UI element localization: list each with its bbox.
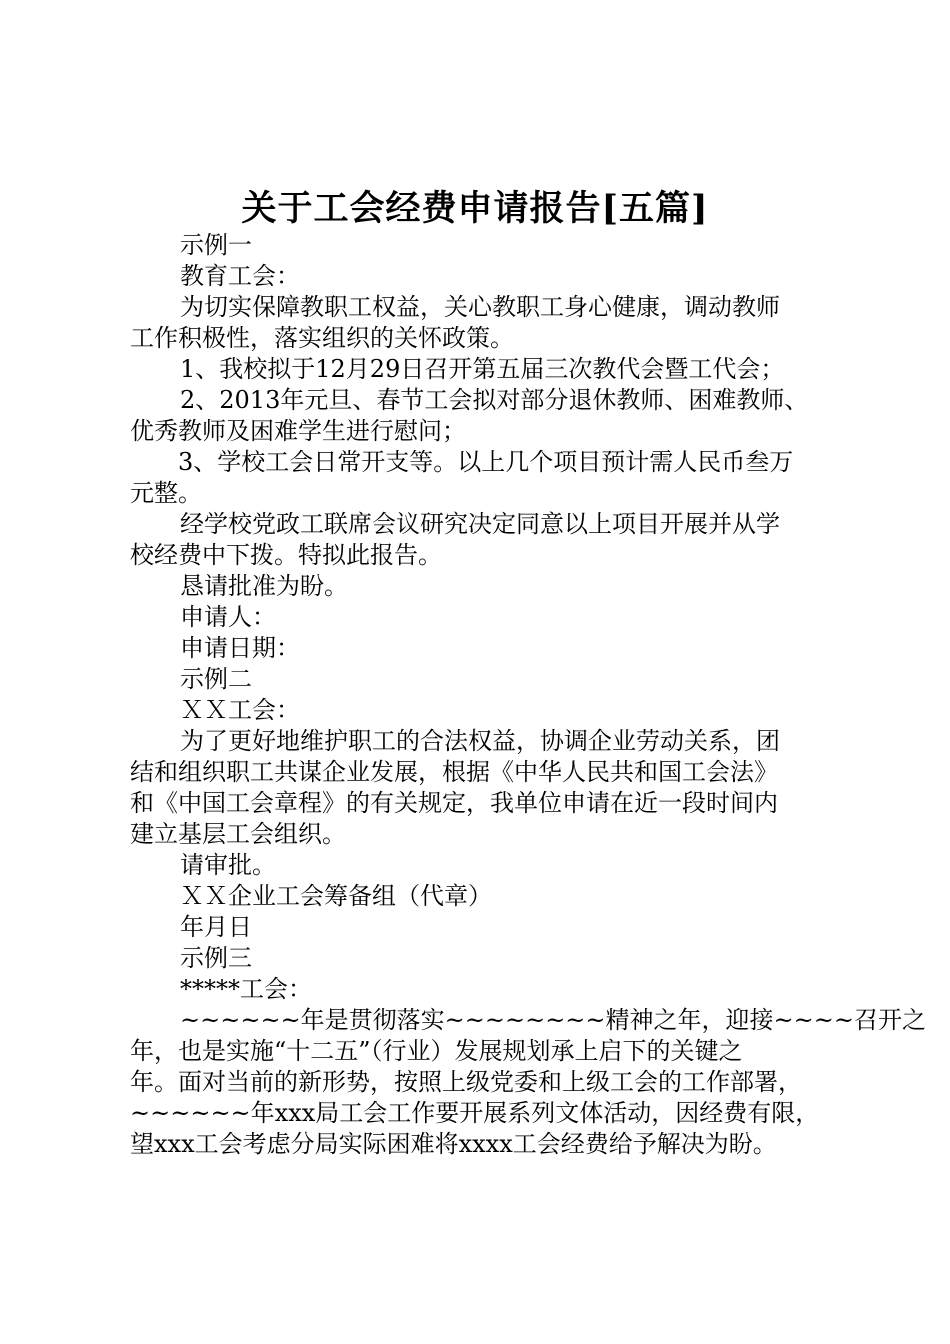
paragraph-line: 工作积极性，落实组织的关怀政策。	[130, 324, 514, 352]
paragraph-line: 1、我校拟于12月29日召开第五届三次教代会暨工代会；	[180, 355, 785, 383]
closing-line: 请审批。	[180, 851, 276, 879]
paragraph-line: 3、学校工会日常开支等。以上几个项目预计需人民币叁万	[178, 448, 794, 476]
paragraph-line: 优秀教师及困难学生进行慰问；	[130, 417, 466, 445]
paragraph-line: 为切实保障教职工权益，关心教职工身心健康，调动教师	[180, 293, 780, 321]
paragraph-line: ~~~~~~年是贯彻落实~~~~~~~~精神之年，迎接~~~~召开之	[180, 1006, 926, 1034]
paragraph-line: 年，也是实施“十二五”（行业）发展规划承上启下的关键之	[130, 1037, 743, 1065]
section-heading-example-2: 示例二	[180, 665, 252, 693]
paragraph-line: 为了更好地维护职工的合法权益，协调企业劳动关系，团	[180, 727, 780, 755]
paragraph-line: 年。面对当前的新形势，按照上级党委和上级工会的工作部署，	[130, 1068, 802, 1096]
date-line: 年月日	[180, 913, 252, 941]
paragraph-line: 建立基层工会组织。	[130, 820, 346, 848]
paragraph-line: 和《中国工会章程》的有关规定，我单位申请在近一段时间内	[130, 789, 778, 817]
salutation: *****工会：	[180, 975, 312, 1003]
document-title: 关于工会经费申请报告[五篇]	[241, 188, 709, 229]
applicant-label: 申请人：	[180, 603, 276, 631]
section-heading-example-1: 示例一	[180, 231, 252, 259]
paragraph-line: 2、2013年元旦、春节工会拟对部分退休教师、困难教师、	[180, 386, 809, 414]
signature-line: ＸＸ企业工会筹备组（代章）	[180, 882, 492, 910]
paragraph-line: 元整。	[130, 479, 202, 507]
paragraph-line: 结和组织职工共谋企业发展，根据《中华人民共和国工会法》	[130, 758, 778, 786]
salutation: ＸＸ工会：	[180, 696, 300, 724]
closing-line: 恳请批准为盼。	[180, 572, 348, 600]
salutation: 教育工会：	[180, 262, 300, 290]
document-body	[130, 230, 926, 1160]
section-heading-example-3: 示例三	[180, 944, 252, 972]
paragraph-line: 经学校党政工联席会议研究决定同意以上项目开展并从学	[180, 510, 780, 538]
paragraph-line: 望xxx工会考虑分局实际困难将xxxx工会经费给予解决为盼。	[130, 1130, 777, 1158]
paragraph-line: 校经费中下拨。特拟此报告。	[130, 541, 442, 569]
paragraph-line: ~~~~~~年xxx局工会工作要开展系列文体活动，因经费有限，	[130, 1099, 820, 1127]
application-date-label: 申请日期：	[180, 634, 300, 662]
